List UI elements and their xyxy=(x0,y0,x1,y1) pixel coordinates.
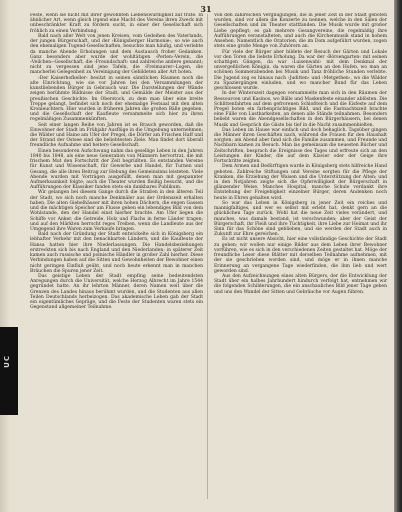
paragraph: Es ist nicht unsere Absicht, hier eine vollständige Geschichte der Stadt zu geben; wir wollen nur einige Bilder aus dem Leben ihrer Bewohner vorführen, wie es sich in den verschiedenen Zeiten gestaltet hat. Möge der freundliche Leser diese Blätter mit derselben Teilnahme aufnehmen, mit der sie geschrieben worden sind, und möge er in ihnen manche Erinnerung an vergangene Tage wiederfinden, die ihm lieb und wert geworden sind. xyxy=(214,237,387,274)
paragraph: Das geistige Leben der Stadt empfing seine bedeutendsten Anregungen durch die Universität, welche Herzog Albrecht im Jahre 1544 gegründet hatte. An ihr lehrten Männer, deren Namen weit über die Grenzen des Landes hinaus berühmt wurden, und die Studenten aus allen Teilen Deutschlands herbeizogen. Das akademische Leben gab der Stadt ein eigentümliches Gepräge, und die Feste der Studenten waren stets ein Gegenstand allgemeiner Teilnahme. xyxy=(30,273,203,311)
book-spine xyxy=(394,0,402,512)
paragraph: Wir gelangen bei diesem Gange durch die Straßen in den älteren Teil der Stadt, wo sich noch manche Denkmäler aus der Ordenszeit erhalten haben. Die alten Giebelhäuser mit ihren hohen Dächern, die engen Gassen und die mächtigen Speicher am Flusse geben ein lebendiges Bild von dem Wohlstande, den der Handel einst hierher brachte. Am Ufer liegen die Schiffe vor Anker, die Getreide, Holz und Flachs in ferne Länder tragen; und auf den Märkten herrscht reges Treiben, wenn die Landleute aus der Umgegend ihre Waren zum Verkaufe bringen. xyxy=(30,190,203,232)
paragraph: Das Leben im Hause war einfach und doch behaglich. Tagsüber gingen die Männer ihren Geschäften nach, während die Frauen für den Haushalt sorgten; am Abend aber fand sich die Familie zusammen, und Freunde und Nachbarn kamen zu Besuch. Man las gemeinsam die neuesten Bücher und Zeitschriften, besprach die Ereignisse des Tages und erfreute sich an den Leistungen der Kinder, die auf dem Klavier oder der Geige ihre Fortschritte zeigten. xyxy=(214,127,387,165)
paragraph: Aus den Aufzeichnungen eines alten Bürgers, der die Entwicklung der Stadt über ein halbes Jahrhundert hindurch verfolgt hat, entnehmen wir die folgenden Schilderungen, die ein anschauliches Bild jener Tage geben und uns den Wandel der Sitten und Gebräuche vor Augen führen. xyxy=(214,273,387,295)
paragraph: Bald nach der Gründung der Stadt entwickelte sich in Königsberg ein lebhafter Verkehr mit den benachbarten Ländern, und die Kaufleute der Hansa hatten hier ihre Niederlassungen. Die Handelsbeziehungen erstreckten sich bis nach England und den Niederlanden; in späterer Zeit kamen auch russische und polnische Händler in großer Zahl hierher. Diese Verbindungen haben auf die Sitten und Gewohnheiten der Bewohner einen nicht geringen Einfluß geübt, und noch heute erkennt man in manchen Bräuchen die Spuren jener Zeit. xyxy=(30,232,203,274)
paragraph: In der Winterszeit dagegen versammelte man sich in den Räumen der Ressourcen und Kasinos, wo Bälle und Maskenfeste einander ablösten. Die Schlittenfahrten auf dem gefrorenen Schloßteich und die Eisfeste auf dem Pregel boten ein farbenprächtiges Bild, und die Fastnachtszeit brachte eine Fülle von Lustbarkeiten, an denen alle Stände teilnahmen. Besonders beliebt waren die Abendgesellschaften in den Bürgerhäusern, bei denen Musik und Gespräch die Gäste bis tief in die Nacht zusammenhielten. xyxy=(214,91,387,128)
right-text-column xyxy=(214,13,387,499)
page-number: 31 xyxy=(200,4,212,14)
paragraph: So war das Leben in Königsberg in jener Zeit ein reiches und mannigfaltiges, und wer es selbst mit erlebt hat, denkt gern an die glücklichen Tage zurück. Wohl hat die neue Zeit vieles verändert, und manches, was damals bestand, ist verschwunden; aber der Geist der Bürgerschaft, ihr Fleiß und ihre Tüchtigkeit, ihre Liebe zur Heimat und ihr Sinn für das Schöne sind geblieben, und sie werden der Stadt auch in Zukunft zur Ehre gereichen. xyxy=(214,200,387,238)
paragraph: Von den zahlreichen Vergnügungen, die in jener Zeit in der Stadt geboten wurden, sind vor allem die Konzerte zu nennen, welche in den Sälen der Gesellschaften und im Theater stattfanden. Die Musik wurde mit großer Liebe gepflegt; es gab mehrere Gesangvereine, die regelmäßig ihre Aufführungen veranstalteten, und auch die Kirchenmusik stand in hohem Ansehen. Namentlich die Oratorien, die im Dom aufgeführt wurden, zogen stets eine große Menge von Zuhörern an. xyxy=(214,13,387,50)
paragraph: Für viele der Bürger aber bildete der Besuch der Gärten und Lokale vor den Toren die liebste Erholung. Da war der ›Börsengarten‹ mit seinen schattigen Gängen, da war ›Luisenwahl‹ mit dem Denkmal der unvergeßlichen Königin, da waren die Gärten an den Hufen, wo man an schönen Sommerabenden bei Musik und Tanz fröhliche Stunden verlebte. Die Jugend zog es hinaus nach ›Juditten‹ und ›Metgethen‹, wo die Wälder zu Spaziergängen einluden, und wo mancher Bund für das Leben geschlossen wurde. xyxy=(214,49,387,92)
side-tag-label: UC xyxy=(3,355,11,368)
side-library-tag xyxy=(0,327,18,415)
paragraph: Bald nach aller Welt von jenen Kreisen, vom Gedeihen des Vaterlands, der jungen Bürgerschaft, und der ›Königsberger Harmonie‹, so wie auch den ehemaligen Tugend-Gesellschaften, besuchte man häufig, und verlebte da manche Abende Erholungen und dem Austausch froher Gedanken. Ganz besonders aber wurde der wohltätigen ›Perlen‹-Verein, die ›Veilchen‹-Gesellschaft, die ›Freundschaft‹ und zahlreiche andere genannt; nicht zu vergessen sind jene Tafeln, die ›Freimaurer‹-Logen, die mancherlei Gelegenheit zu Vereinigung der Gebildeten aller Art boten. xyxy=(30,33,203,76)
left-text-column xyxy=(30,13,203,499)
column-divider xyxy=(207,14,208,499)
paragraph: Feste, wenn sie nicht mit ihrer gewohnten Liebenswürdigkeit auf träte. In ähnlicher Art, wenn gleich irgend eine Macht des Vereins ihren Zweck mit unbeschränkter Kraft zu fördern sucht, in einer der Gesellschaft sich fröhlich zu einen Verbindung. xyxy=(30,13,203,34)
paragraph: Seit einer langen Reihe von Jahren ist es Brauch geworden, daß die Einwohner der Stadt im Frühjahr Ausflüge in die Umgebung unternehmen; die Wälder und Haine am Ufer der Pregel, die Dörfer am Frischen Haff und der Strand der Ostsee sind die beliebtesten Ziele. Man findet dort überall freundliche Aufnahme und heitere Gesellschaft. xyxy=(30,122,203,149)
paragraph: Dem Armen und Bedürftigen wurde in Königsberg stets hilfreiche Hand geboten. Zahlreiche Stiftungen und Vereine sorgten für die Pflege der Kranken, die Erziehung der Waisen und die Unterstützung der Alten; und in den Notjahren zeigte sich die Opferwilligkeit der Bürgerschaft in glänzender Weise. Manches Hospital, manche Schule verdankt ihre Entstehung der Freigebigkeit einzelner Bürger, deren Andenken noch heute in Ehren gehalten wird. xyxy=(214,164,387,201)
paragraph: ›Der Kaiserhofkeller‹ besitzt in seinen sämtlichen Räumen noch die alte Einrichtung, wie sie vor Jahren bei den Versammlungen der kunstliebenden Bürger in Gebrauch war. Die Darstellungen der Wände zeigen berühmte Bildnisse der Stadt, und Gemälde der Meister aus der preußischen Geschichte. Im Oberstock, zu dem man über eine breite Treppe gelangt, befindet sich noch der ehemalige Festsaal mit den alten Kronleuchtern. Hier wurden in früheren Jahren die großen Bälle gegeben, und die Gesellschaft der Kaufleute versammelte sich hier zu ihren regelmäßigen Zusammenkünften. xyxy=(30,75,203,123)
paragraph: Einen besonderen Aufschwung nahm das gesellige Leben in den Jahren 1840 bis 1848, als eine neue Generation von Männern hervortrat, die mit frischem Mut den Fortschritt der Zeit begrüßten. Es entstanden Vereine für Kunst und Wissenschaft, für Gewerbe und Handel, für Turnen und Gesang, die alle ihren Beitrag zur Hebung des Gemeinsinns leisteten. Viele Abende wurden mit Vorträgen ausgefüllt, denen man mit gespannter Aufmerksamkeit folgte; auch die Theater wurden fleißig besucht, und die Aufführungen der Klassiker fanden stets ein dankbares Publikum. xyxy=(30,148,203,191)
page-edge-shadow xyxy=(0,0,10,512)
